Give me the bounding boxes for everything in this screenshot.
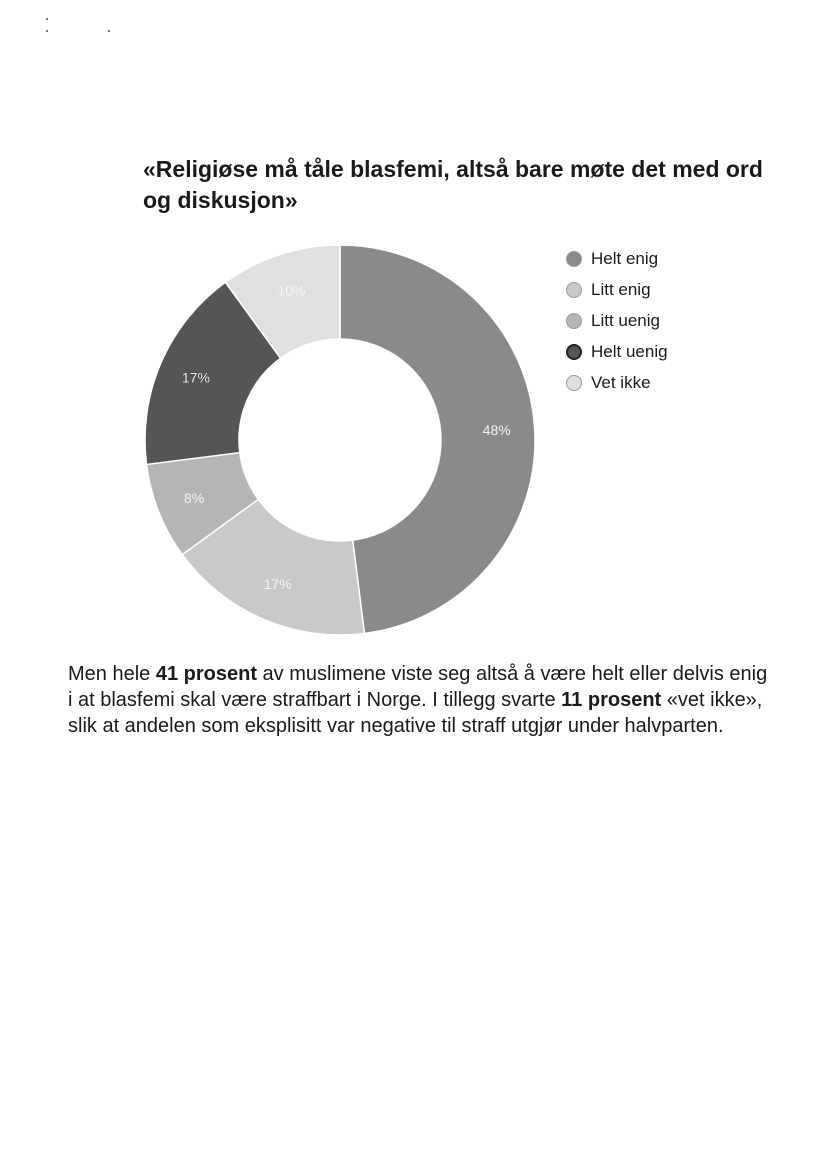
body-text-part: av muslimene viste seg altså å være helt eller delvis enig i at blasfemi skal være straffbart i Norge. I tillegg svarte bbox=[68, 663, 768, 711]
slice-label: 8% bbox=[183, 489, 205, 506]
legend-item-litt-uenig bbox=[566, 305, 668, 336]
body-text-part: «vet ikke», slik at andelen som eksplisitt var negative til straff utgjør under halvparten. bbox=[68, 689, 763, 737]
slice-label: 48% bbox=[482, 422, 511, 439]
legend-item-helt-enig bbox=[566, 243, 668, 274]
legend-swatch bbox=[566, 282, 582, 298]
legend-label: Helt enig bbox=[591, 248, 659, 268]
legend-item-vet-ikke bbox=[566, 367, 668, 398]
legend-swatch bbox=[566, 375, 582, 391]
highlight-percent: 41 prosent bbox=[155, 663, 257, 685]
legend-item-helt-uenig bbox=[566, 336, 668, 367]
legend-label: Helt uenig bbox=[591, 341, 668, 361]
legend-label: Vet ikke bbox=[591, 372, 651, 392]
slice-label: 17% bbox=[181, 369, 210, 386]
donut-slices bbox=[145, 245, 535, 635]
body-paragraph bbox=[68, 661, 768, 739]
slice-helt-enig bbox=[340, 245, 535, 633]
legend-swatch bbox=[566, 344, 582, 360]
chart-legend bbox=[566, 243, 668, 398]
legend-swatch bbox=[566, 313, 582, 329]
slice-label: 10% bbox=[277, 282, 306, 299]
body-text-part: Men hele bbox=[68, 663, 156, 685]
highlight-percent: 11 prosent bbox=[561, 689, 662, 711]
legend-label: Litt uenig bbox=[591, 310, 660, 330]
chart-title: «Religiøse må tåle blasfemi, altså bare møte det med ord og diskusjon» bbox=[143, 156, 763, 213]
legend-swatch bbox=[566, 251, 582, 267]
slice-label: 17% bbox=[263, 576, 292, 593]
legend-label: Litt enig bbox=[591, 279, 651, 299]
legend-item-litt-enig bbox=[566, 274, 668, 305]
